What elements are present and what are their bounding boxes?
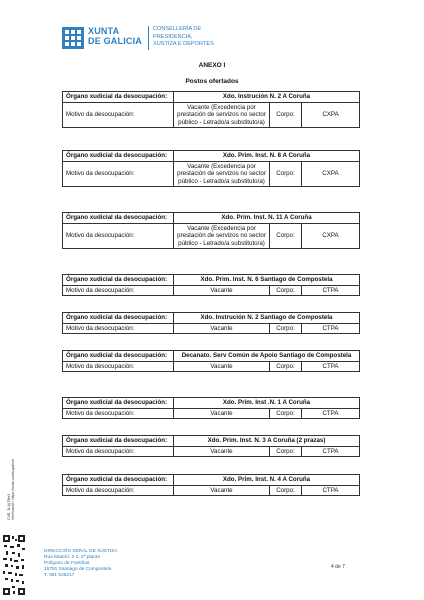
corpo-value: CTPA [302,285,360,296]
motivo-value: Vacante [174,323,270,334]
motivo-value: Vacante (Excedencia por prestación de servizos no sector público - Letrado/a substituto/a) [174,223,270,249]
corpo-value: CTPA [302,408,360,419]
conselleria-line-3: XUSTIZA E DEPORTES [153,41,214,48]
post-motivo-row [63,446,360,457]
corpo-label: Corpo: [270,223,302,249]
corpo-value: CTPA [302,323,360,334]
corpo-value: CTPA [302,446,360,457]
corpo-value: CXPA [302,223,360,249]
corpo-label: Corpo: [270,408,302,419]
motivo-label: Motivo da desocupación: [63,161,174,187]
organo-label: Órgano xudicial da desocupación: [63,398,174,409]
logo-line-1: XUNTA [88,26,120,36]
organo-label: Órgano xudicial da desocupación: [63,151,174,162]
logo-text [88,26,142,46]
organo-value: Xdo. Prim. Inst. N. 3 A Coruña (2 prazas) [174,436,360,447]
motivo-value: Vacante [174,285,270,296]
post-motivo-row [63,485,360,496]
post-organo-row [63,275,360,286]
post-motivo-row [63,408,360,419]
organo-value: Xdo. Instrución N. 2 A Coruña [174,92,360,103]
xunta-emblem-icon [62,27,84,49]
post-motivo-row [63,323,360,334]
post-organo-row [63,313,360,324]
organo-value: Xdo. Instrución N. 2 Santiago de Compostela [174,313,360,324]
corpo-label: Corpo: [270,323,302,334]
motivo-label: Motivo da desocupación: [63,285,174,296]
motivo-label: Motivo da desocupación: [63,408,174,419]
corpo-value: CXPA [302,102,360,128]
organo-value: Xdo. Prim. Inst .N. 1 A Coruña [174,398,360,409]
post-organo-row [63,398,360,409]
organo-label: Órgano xudicial da desocupación: [63,213,174,224]
post-organo-row [63,213,360,224]
post-table [62,274,360,296]
organo-value: Decanato. Serv Común de Apoio Santiago de Compostela [174,351,360,362]
corpo-label: Corpo: [270,102,302,128]
conselleria-text [153,26,214,49]
post-table [62,397,360,419]
corpo-value: CTPA [302,361,360,372]
post-motivo-row [63,223,360,249]
corpo-label: Corpo: [270,361,302,372]
organo-value: Xdo. Prim. Inst. N. 11 A Coruña [174,213,360,224]
post-motivo-row [63,102,360,128]
organo-label: Órgano xudicial da desocupación: [63,351,174,362]
footer-line: DIRECCIÓN XERAL DE XUSTIZA [44,549,118,554]
footer-line: T. 981 546217 [44,573,75,579]
corpo-value: CXPA [302,161,360,187]
post-table [62,350,360,372]
motivo-label: Motivo da desocupación: [63,223,174,249]
post-organo-row [63,475,360,486]
corpo-label: Corpo: [270,446,302,457]
motivo-label: Motivo da desocupación: [63,361,174,372]
qr-code-icon [2,534,26,596]
post-table [62,212,360,249]
motivo-label: Motivo da desocupación: [63,102,174,128]
post-table [62,91,360,128]
footer-line: Rúa Madrid, 2-4, 2ª planta [44,555,100,561]
organo-label: Órgano xudicial da desocupación: [63,313,174,324]
motivo-value: Vacante [174,361,270,372]
corpo-label: Corpo: [270,485,302,496]
post-motivo-row [63,285,360,296]
motivo-value: Vacante [174,446,270,457]
corpo-label: Corpo: [270,161,302,187]
post-table [62,312,360,334]
post-table [62,474,360,496]
document-title: ANEXO I [198,62,226,69]
organo-value: Xdo. Prim. Inst. N. 6 Santiago de Compostela [174,275,360,286]
conselleria-line-2: PRESIDENCIA, [153,33,193,40]
logo-line-2: DE GALICIA [88,36,143,46]
conselleria-line-1: CONSELLERÍA DE [153,26,202,32]
corpo-label: Corpo: [270,285,302,296]
post-table [62,435,360,457]
motivo-label: Motivo da desocupación: [63,446,174,457]
post-organo-row [63,151,360,162]
corpo-value: CTPA [302,485,360,496]
post-organo-row [63,436,360,447]
post-motivo-row [63,361,360,372]
organo-value: Xdo. Prim. Inst. N. 8 A Coruña [174,151,360,162]
xunta-logo [62,26,242,52]
verification-side-text [7,450,16,520]
organo-label: Órgano xudicial da desocupación: [63,92,174,103]
footer-line: 15781 Santiago de Compostela [44,567,112,573]
footer-address [44,549,117,579]
side-line: Verificación: https://sede.xunta.gal/cve [11,458,16,520]
organo-value: Xdo. Prim. Inst. N. 4 A Coruña [174,475,360,486]
motivo-label: Motivo da desocupación: [63,485,174,496]
logo-divider [148,26,149,50]
motivo-value: Vacante [174,485,270,496]
organo-label: Órgano xudicial da desocupación: [63,436,174,447]
footer-line: Polígono de Fontiñas [44,561,90,567]
document-subtitle: Postos ofertados [185,78,239,85]
motivo-label: Motivo da desocupación: [63,323,174,334]
organo-label: Órgano xudicial da desocupación: [63,275,174,286]
organo-label: Órgano xudicial da desocupación: [63,475,174,486]
post-table [62,150,360,187]
post-organo-row [63,92,360,103]
side-line: CVE: 3L1yT9le1 [7,493,11,520]
post-motivo-row [63,161,360,187]
motivo-value: Vacante (Excedencia por prestación de servizos no sector público - Letrado/a substituto/a) [174,102,270,128]
post-organo-row [63,351,360,362]
motivo-value: Vacante [174,408,270,419]
page-number: 4 de 7 [331,564,345,570]
motivo-value: Vacante (Excedencia por prestación de servizos no sector público - Letrado/a substituto/a) [174,161,270,187]
